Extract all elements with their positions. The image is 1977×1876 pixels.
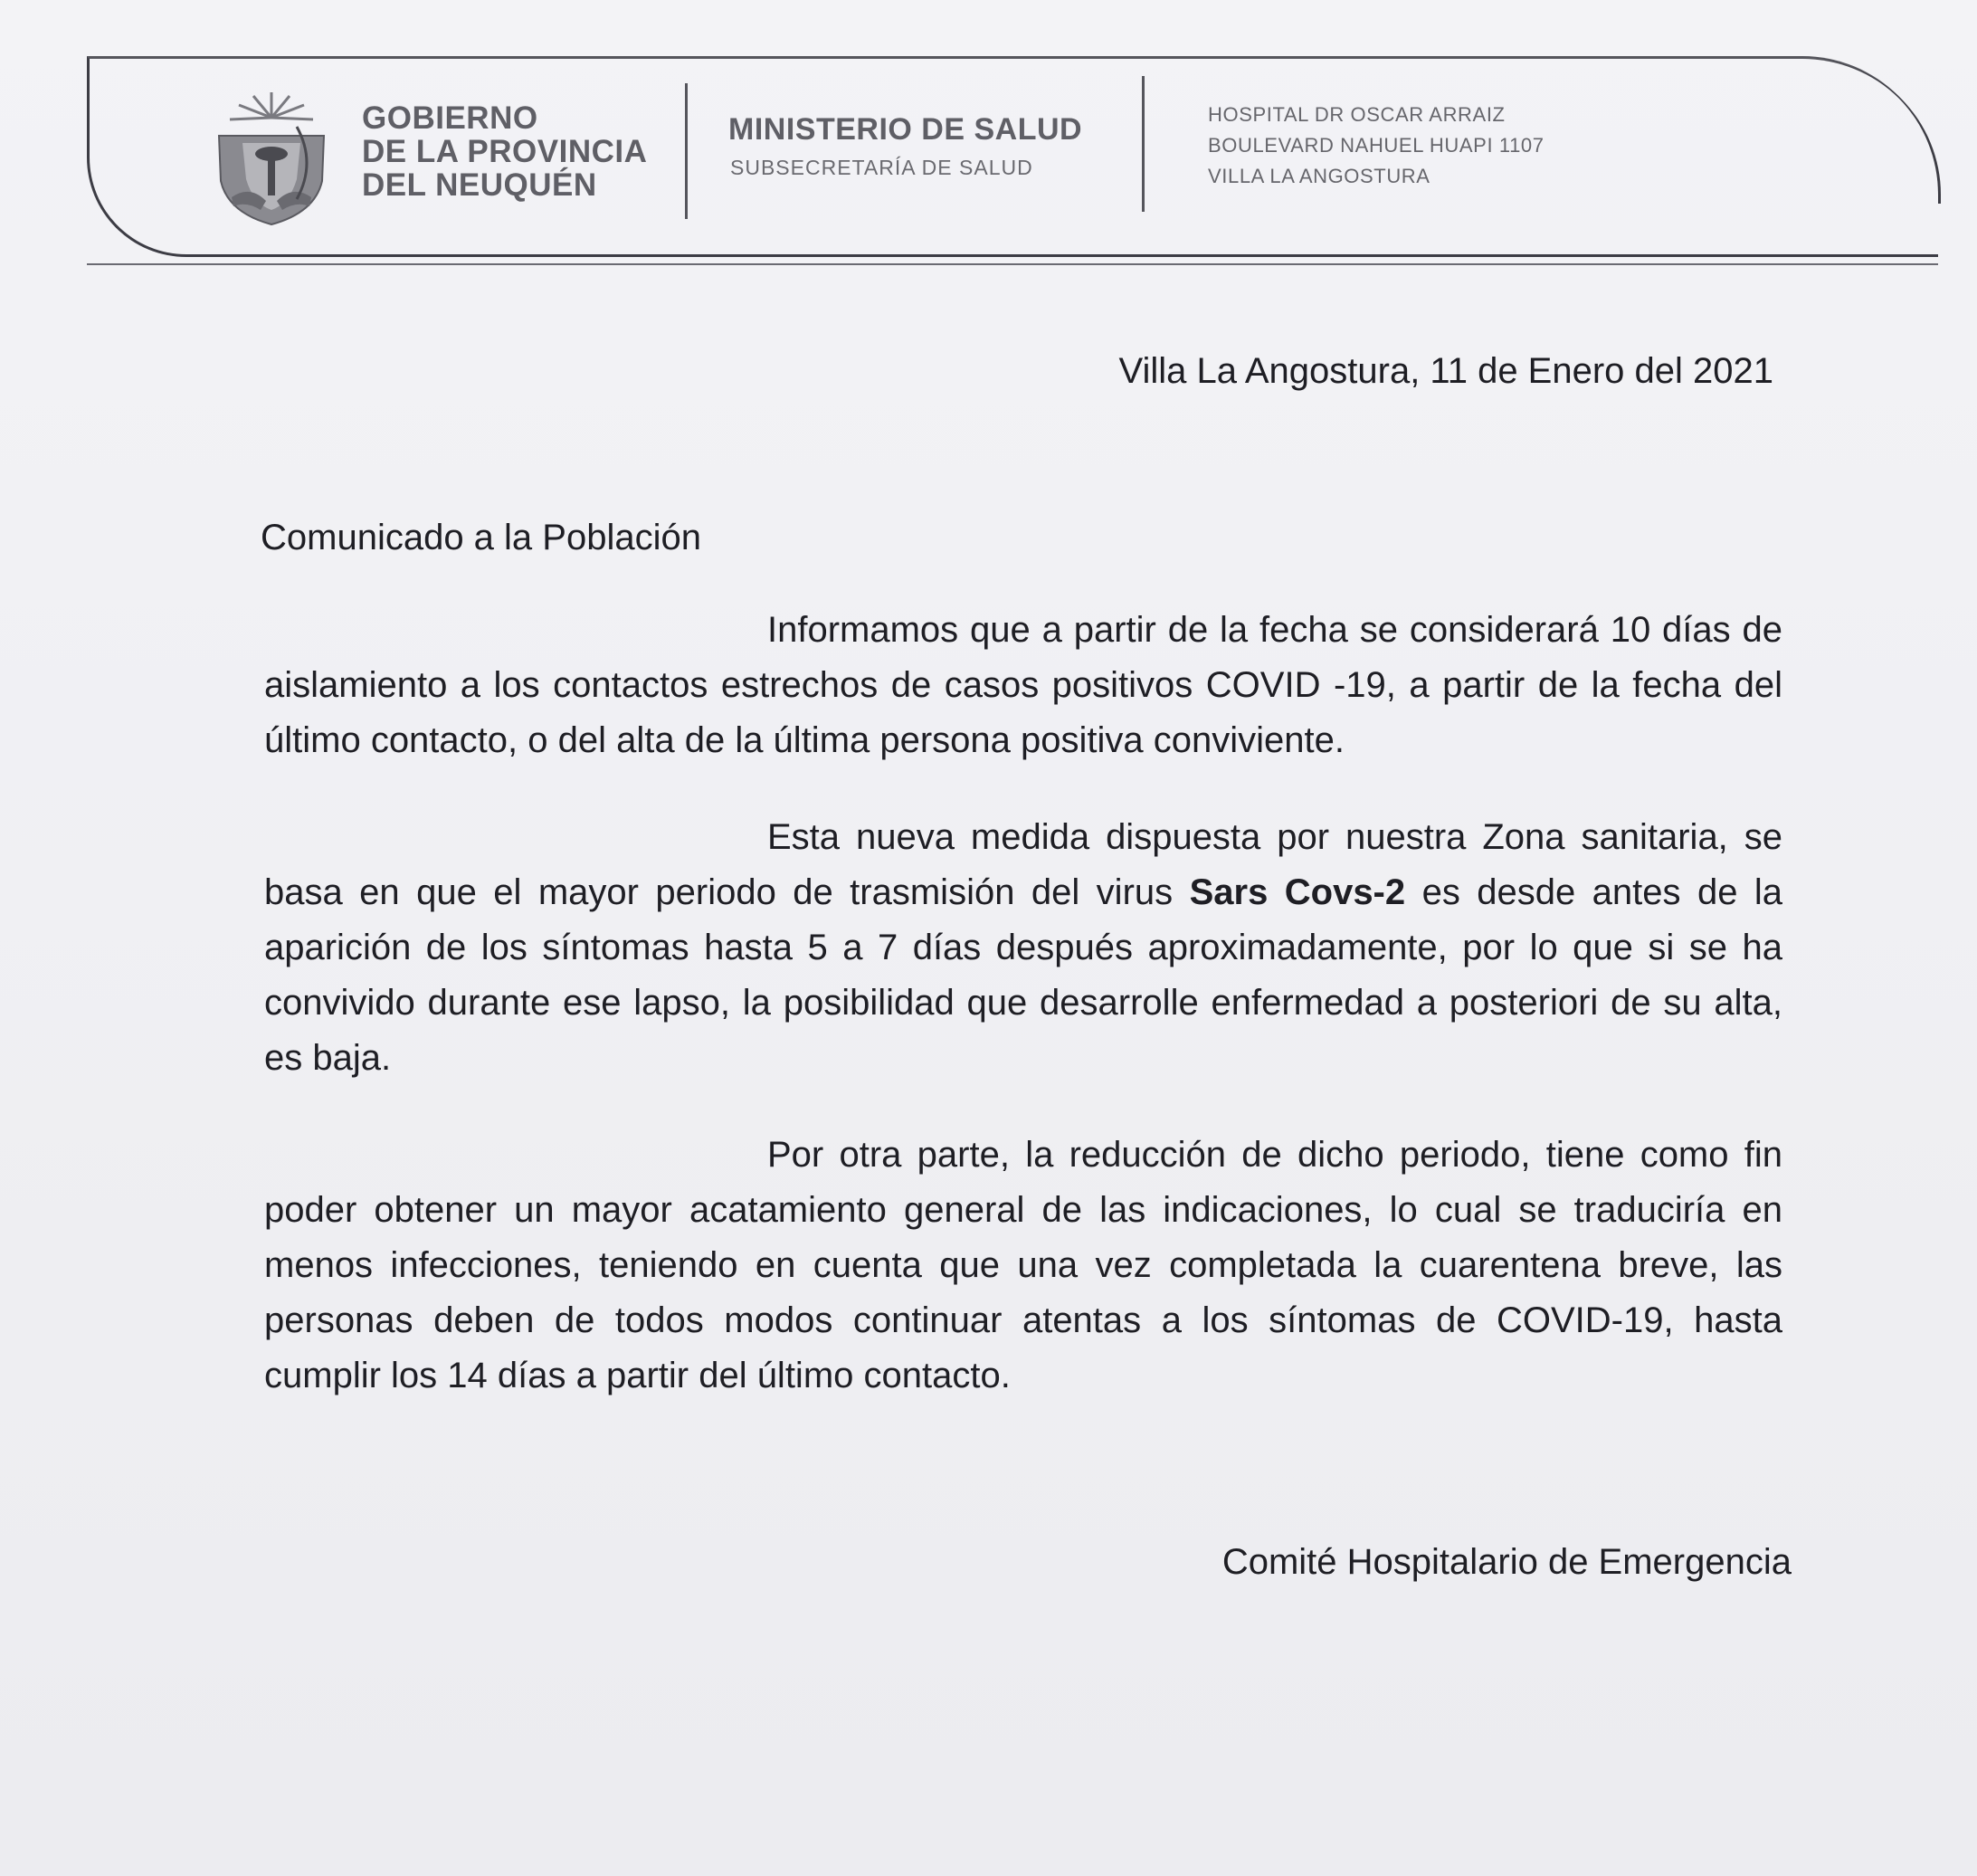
paragraph-2-text-b: es desde antes de la aparición de los síntomas hasta 5 a 7 días después aproximadamente, por lo que si se ha convivido durante ese lapso, la posibilidad que desarrolle enfermedad a posteriori de su alta, es baja. <box>264 872 1783 1078</box>
letterhead-rule <box>87 263 1938 265</box>
ministry-name: MINISTERIO DE SALUD <box>728 112 1083 147</box>
hospital-address <box>1208 100 1660 192</box>
paragraph-2 <box>264 810 1782 1086</box>
hospital-address-line-3: VILLA LA ANGOSTURA <box>1208 165 1430 187</box>
government-name-line-1: GOBIERNO <box>362 100 538 136</box>
government-name-line-3: DEL NEUQUÉN <box>362 167 597 203</box>
signature: Comité Hospitalario de Emergencia <box>1221 1542 1792 1582</box>
paragraph-3: Por otra parte, la reducción de dicho periodo, tiene como fin poder obtener un mayor acatamiento general de las indicaciones, lo cual se traduciría en menos infecciones, teniendo en cuenta que una vez completada la cuarentena breve, las personas deben de todos modos continuar atentas a los síntomas de COVID-19, hasta cumplir los 14 días a partir del último contacto. <box>264 1135 1782 1395</box>
paragraph-1: Informamos que a partir de la fecha se considerará 10 días de aislamiento a los contactos estrechos de casos positivos COVID -19, a partir de la fecha del último contacto, o del alta de la última persona positiva conviviente. <box>264 610 1782 760</box>
government-name-line-2: DE LA PROVINCIA <box>362 134 648 169</box>
virus-name: Sars Covs-2 <box>1189 872 1406 912</box>
letterhead-divider-1 <box>685 83 688 219</box>
letterhead-divider-2 <box>1142 76 1145 212</box>
hospital-address-line-2: BOULEVARD NAHUEL HUAPI 1107 <box>1208 134 1545 157</box>
hospital-address-line-1: HOSPITAL DR OSCAR ARRAIZ <box>1208 103 1506 126</box>
neuquen-coat-of-arms-icon <box>206 90 337 226</box>
government-name <box>362 101 670 202</box>
letter-body <box>264 603 1782 1445</box>
subject-line: Comunicado a la Población <box>261 518 701 557</box>
date-line: Villa La Angostura, 11 de Enero del 2021 <box>1118 351 1773 391</box>
subsecretariat-name: SUBSECRETARÍA DE SALUD <box>730 156 1033 179</box>
paragraph-2-text-a: Esta nueva medida dispuesta por nuestra Zona sanitaria, se basa en que el mayor periodo de trasmisión del virus <box>264 817 1782 912</box>
